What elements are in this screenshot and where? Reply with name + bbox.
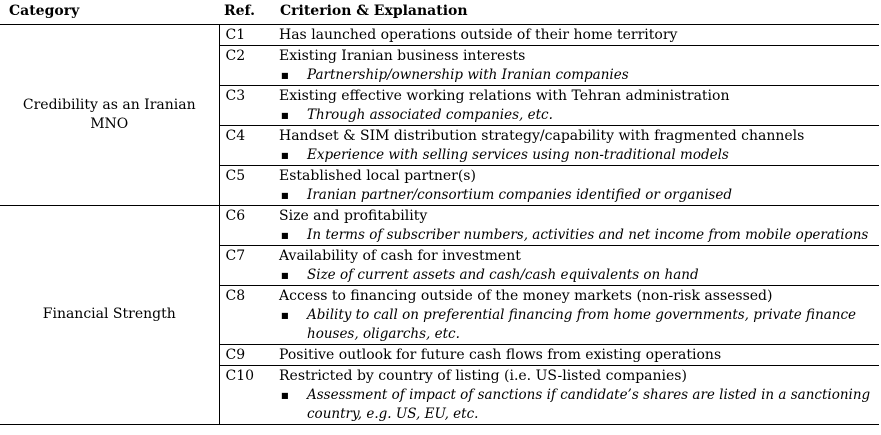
explanation-text: Experience with selling services using non-traditional models [307,146,729,163]
ref-cell: C6 [219,205,274,245]
criterion-title: Positive outlook for future cash flows from existing operations [279,346,722,363]
criterion-cell [274,165,879,205]
criterion-explanation [279,266,873,285]
bullet-icon: ■ [281,390,289,400]
explanation-text: Through associated companies, etc. [307,106,553,123]
ref-cell: C4 [219,125,274,165]
criterion-title: Size and profitability [279,207,428,224]
header-criterion: Criterion & Explanation [274,0,879,24]
criterion-explanation [279,306,873,344]
ref-cell: C2 [219,45,274,85]
bullet-icon: ■ [281,270,289,280]
criterion-title: Restricted by country of listing (i.e. US-listed companies) [279,367,687,384]
bullet-icon: ■ [281,150,289,160]
criterion-cell [274,45,879,85]
criterion-row [0,24,879,45]
ref-cell: C8 [219,285,274,344]
criterion-explanation [279,186,873,205]
header-ref: Ref. [219,0,274,24]
bullet-icon: ■ [281,310,289,320]
criterion-title: Availability of cash for investment [279,247,521,264]
ref-cell: C3 [219,85,274,125]
header-row [0,0,879,24]
explanation-text: Assessment of impact of sanctions if candidate’s shares are listed in a sanctioning country, e.g. US, EU, etc. [307,386,871,422]
criterion-title: Has launched operations outside of their home territory [279,26,678,43]
explanation-text: Iranian partner/consortium companies identified or organised [307,186,732,203]
explanation-text: In terms of subscriber numbers, activities and net income from mobile operations [307,226,869,243]
ref-cell: C5 [219,165,274,205]
ref-cell: C9 [219,344,274,365]
header-category: Category [0,0,219,24]
criterion-cell [274,205,879,245]
table-body [0,24,879,424]
criterion-title: Established local partner(s) [279,167,476,184]
criterion-title: Existing effective working relations with Tehran administration [279,87,730,104]
category-cell: Financial Strength [0,205,219,424]
ref-cell: C1 [219,24,274,45]
explanation-text: Size of current assets and cash/cash equivalents on hand [307,266,699,283]
criterion-cell [274,285,879,344]
criterion-cell [274,365,879,424]
ref-cell: C10 [219,365,274,424]
criterion-title: Existing Iranian business interests [279,47,526,64]
criterion-explanation [279,226,873,245]
criterion-cell [274,245,879,285]
criterion-cell [274,24,879,45]
ref-cell: C7 [219,245,274,285]
criterion-row [0,205,879,245]
criterion-title: Access to financing outside of the money markets (non-risk assessed) [279,287,773,304]
criterion-explanation [279,386,873,424]
criterion-cell [274,85,879,125]
criterion-explanation [279,146,873,165]
criterion-explanation [279,66,873,85]
criterion-explanation [279,106,873,125]
bullet-icon: ■ [281,110,289,120]
criterion-cell [274,125,879,165]
explanation-text: Partnership/ownership with Iranian companies [307,66,629,83]
criterion-cell [274,344,879,365]
bullet-icon: ■ [281,190,289,200]
explanation-text: Ability to call on preferential financing from home governments, private finance houses, oligarchs, etc. [307,306,857,342]
bullet-icon: ■ [281,70,289,80]
criterion-title: Handset & SIM distribution strategy/capability with fragmented channels [279,127,805,144]
category-cell: Credibility as an Iranian MNO [0,24,219,205]
bullet-icon: ■ [281,230,289,240]
